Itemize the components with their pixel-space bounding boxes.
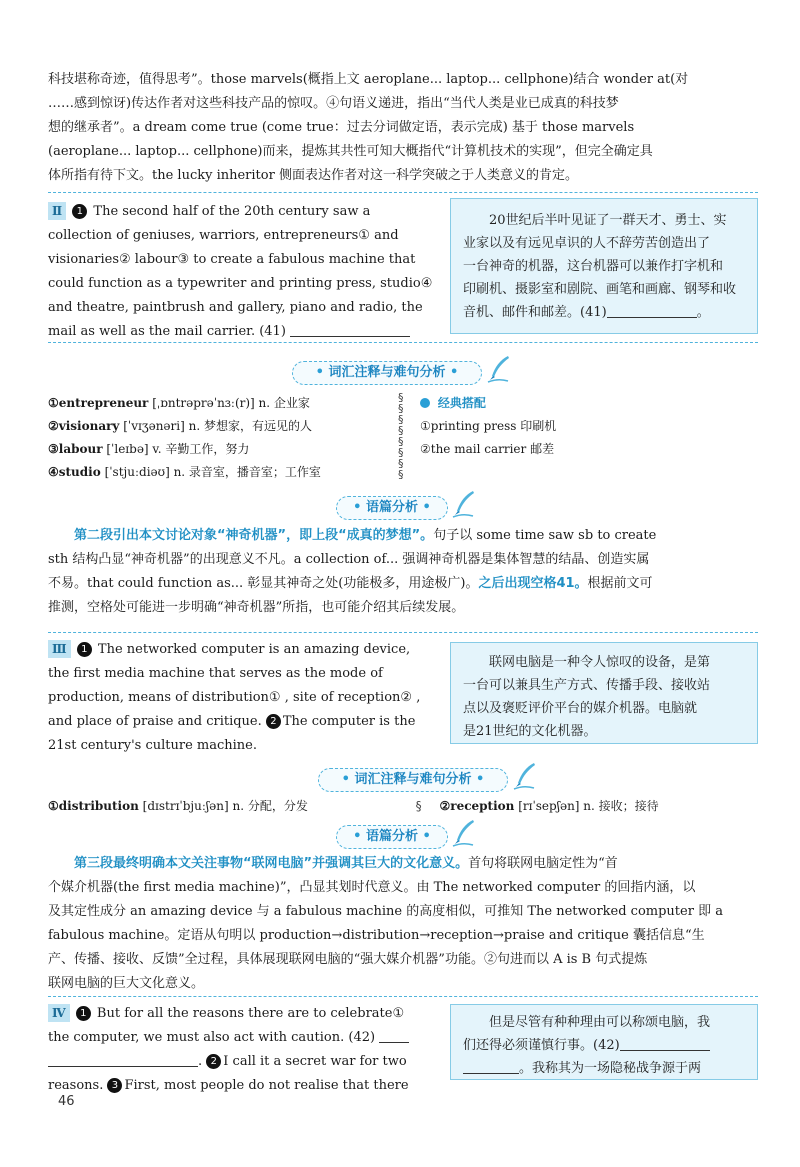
sec2-cn-4: 印刷机、摄影室和剧院、画笔和画廊、钢琴和收 [463, 282, 737, 297]
blank-42-cn-cont[interactable] [463, 1073, 519, 1074]
section-4-translation [450, 1004, 758, 1080]
sentence-number: 1 [77, 642, 92, 657]
vocab-item: ④studio [ˈstjuːdiəʊ] n. 录音室，播音室；工作室 [48, 465, 321, 479]
sec2-line-6: mail as well as the mail carrier. (41) [48, 324, 286, 339]
sec2-cn-end: 。 [696, 305, 710, 320]
sec3-line-3: production, means of distribution① , site of reception② , [48, 690, 421, 705]
sec2-cn-2: 业家以及有远见卓识的人不辞劳苦创造出了 [463, 236, 711, 251]
vocab-item: ①distribution [dɪstrɪˈbjuːʃən] n. 分配，分发 [48, 799, 308, 813]
vocab-heading: • 词汇注释与难句分析 • [292, 361, 482, 385]
sentence-number: 2 [266, 714, 281, 729]
section-badge: Ⅱ [48, 202, 66, 220]
top-line-2: ……感到惊讶)传达作者对这些科技产品的惊叹。④句语义递进，指出“当代人类是业已成真的科技梦 [48, 96, 619, 111]
blank-42-cn[interactable] [620, 1050, 710, 1051]
text-analysis-heading: • 语篇分析 • [336, 825, 448, 849]
analysis-2-highlight: 之后出现空格41。 [478, 576, 588, 591]
sentence-number: 3 [107, 1078, 122, 1093]
section-badge: Ⅲ [48, 640, 71, 658]
divider [48, 342, 758, 343]
collocation-dot-icon [420, 398, 430, 408]
sec3-line-5: 21st century's culture machine. [48, 738, 257, 753]
sec3-cn-1: 联网电脑是一种令人惊叹的设备，是第 [489, 655, 711, 670]
collocation-list [420, 392, 750, 461]
sentence-number: 1 [76, 1006, 91, 1021]
sec2-cn-1: 20世纪后半叶见证了一群天才、勇士、实 [489, 213, 727, 228]
top-line-1: 科技堪称奇迹，值得思考”。those marvels(概指上文 aeroplane... laptop... cellphone)结合 wonder at(对 [48, 72, 689, 87]
vocab-heading-text: 词汇注释与难句分析 [328, 365, 446, 380]
analysis-2-highlight: 第二段引出本文讨论对象“神奇机器”，即上段“成真的梦想”。 [74, 528, 434, 543]
sec2-line-2: collection of geniuses, warriors, entrepreneurs① and [48, 228, 399, 243]
sec4-cn-2: 们还得必须谨慎行事。(42) [463, 1038, 620, 1053]
collocation-item: ①printing press 印刷机 [420, 419, 557, 433]
sec3-cn-2: 一台可以兼具生产方式、传播手段、接收站 [463, 678, 711, 693]
sec3-line-4: and place of praise and critique. [48, 714, 266, 729]
text-analysis-heading: • 语篇分析 • [336, 496, 448, 520]
analysis-3-line: 联网电脑的巨大文化意义。 [48, 976, 205, 991]
sec2-cn-3: 一台神奇的机器，这台机器可以兼作打字机和 [463, 259, 724, 274]
vocab-heading: • 词汇注释与难句分析 • [318, 768, 508, 792]
top-line-4: (aeroplane... laptop... cellphone)而来，提炼其共性可知大概指代“计算机技术的实现”，但完全确定具 [48, 144, 653, 159]
sec4-cn-3: 。我称其为一场隐秘战争源于两 [519, 1061, 702, 1076]
sec3-sentence-2: The computer is the [282, 714, 416, 729]
sec4-line-2: the computer, we must also act with caution. (42) [48, 1030, 376, 1045]
top-paragraph [48, 68, 758, 188]
quill-icon [451, 489, 477, 519]
divider [48, 192, 758, 193]
sec3-cn-3: 点以及褒贬评价平台的媒介机器。电脑就 [463, 701, 698, 716]
section-2-english [48, 200, 448, 344]
analysis-3-line: 个媒介机器(the first media machine)”，凸显其划时代意义。由 The networked computer 的回指内涵，以 [48, 880, 696, 895]
analysis-2-text: 不易。that could function as... 彰显其神奇之处(功能极多，用途极广)。 [48, 576, 479, 591]
collocation-item: ②the mail carrier 邮差 [420, 442, 555, 456]
vocab-item: ①entrepreneur [ˌɒntrəprəˈnɜː(r)] n. 企业家 [48, 396, 310, 410]
section-3-english [48, 638, 448, 758]
sec2-line-4: could function as a typewriter and printing press, studio④ [48, 276, 433, 291]
vocab-item: ②reception [rɪˈsepʃən] n. 接收；接待 [439, 799, 659, 813]
sec4-cn-1: 但是尽管有种种理由可以称颂电脑，我 [489, 1015, 711, 1030]
quill-icon [486, 354, 512, 384]
squiggle-divider: § § § § § § § § [398, 391, 404, 481]
divider [48, 996, 758, 997]
sec3-line-2: the first media machine that serves as the mode of [48, 666, 383, 681]
sec3-line-1: The networked computer is an amazing device, [97, 642, 411, 657]
vocab-item: ②visionary [ˈvɪʒənəri] n. 梦想家，有远见的人 [48, 419, 312, 433]
analysis-2-line: sth 结构凸显“神奇机器”的出现意义不凡。a collection of... 强调神奇机器是集体智慧的结晶、创造实属 [48, 552, 650, 567]
sec4-line-1: But for all the reasons there are to celebrate① [96, 1006, 405, 1021]
sec2-line-5: and theatre, paintbrush and gallery, piano and radio, the [48, 300, 423, 315]
top-line-3: 想的继承者”。a dream come true (come true：过去分词做定语，表示完成) 基于 those marvels [48, 120, 635, 135]
analysis-2-line: 推测，空格处可能进一步明确“神奇机器”所指，也可能介绍其后续发展。 [48, 600, 465, 615]
blank-42-cont[interactable] [48, 1066, 198, 1067]
sec3-cn-4: 是21世纪的文化机器。 [463, 724, 597, 739]
top-line-5: 体所指有待下文。the lucky inheritor 侧面表达作者对这一科学突破之于人类意义的肯定。 [48, 168, 578, 183]
quill-icon [512, 761, 538, 791]
text-analysis-heading-text: 语篇分析 [365, 829, 418, 844]
sentence-number: 2 [206, 1054, 221, 1069]
analysis-2-text: 句子以 some time saw sb to create [433, 528, 657, 543]
sec2-line-3: visionaries② labour③ to create a fabulous machine that [48, 252, 416, 267]
divider [48, 632, 758, 633]
analysis-3-line: 及其定性成分 an amazing device 与 a fabulous machine 的高度相似，可推知 The networked computer 即 a [48, 904, 723, 919]
sec4-line-3: I call it a secret war for two [223, 1054, 407, 1069]
vocab-list-3 [48, 795, 758, 818]
collocation-title: 经典搭配 [437, 396, 486, 410]
sec2-line-1: The second half of the 20th century saw a [93, 204, 371, 219]
section-4-english: Ⅳ 1 But for all the reasons there are to celebrate① the computer, we must also act with caution. (42) . 2 I call it a secret war for two reasons. 3 First, most people do not realise that there [48, 1006, 409, 1093]
analysis-3-text: 首句将联网电脑定性为“首 [468, 856, 618, 871]
analysis-3 [48, 852, 760, 996]
section-3-translation [450, 642, 758, 744]
analysis-2 [48, 524, 760, 620]
text-analysis-heading-text: 语篇分析 [365, 500, 418, 515]
sentence-number: 1 [72, 204, 87, 219]
vocab-heading-text: 词汇注释与难句分析 [354, 772, 472, 787]
blank-41[interactable] [290, 336, 410, 337]
sec4-line-4a: reasons. [48, 1078, 108, 1093]
blank-41-cn[interactable] [607, 317, 697, 318]
quill-icon [451, 818, 477, 848]
vocab-item: ③labour [ˈleɪbə] v. 辛勤工作，努力 [48, 442, 250, 456]
analysis-3-line: 产、传播、接收、反馈”全过程，具体展现联网电脑的“强大媒介机器”功能。②句进而以 A is B 句式提炼 [48, 952, 648, 967]
analysis-3-line: fabulous machine。定语从句明以 production→distribution→reception→praise and critique 囊括信息“生 [48, 928, 705, 943]
analysis-2-text: 根据前文可 [587, 576, 653, 591]
analysis-3-highlight: 第三段最终明确本文关注事物“联网电脑”并强调其巨大的文化意义。 [74, 856, 469, 871]
page-number: 46 [58, 1094, 75, 1109]
blank-42[interactable] [379, 1042, 409, 1043]
section-2-translation [450, 198, 758, 334]
vocab-list-2 [48, 392, 393, 484]
section-badge: Ⅳ [48, 1004, 70, 1022]
squiggle-divider: § [415, 799, 422, 813]
sec4-line-4b: First, most people do not realise that there [124, 1078, 409, 1093]
sec2-cn-5: 音机、邮件和邮差。(41) [463, 305, 607, 320]
